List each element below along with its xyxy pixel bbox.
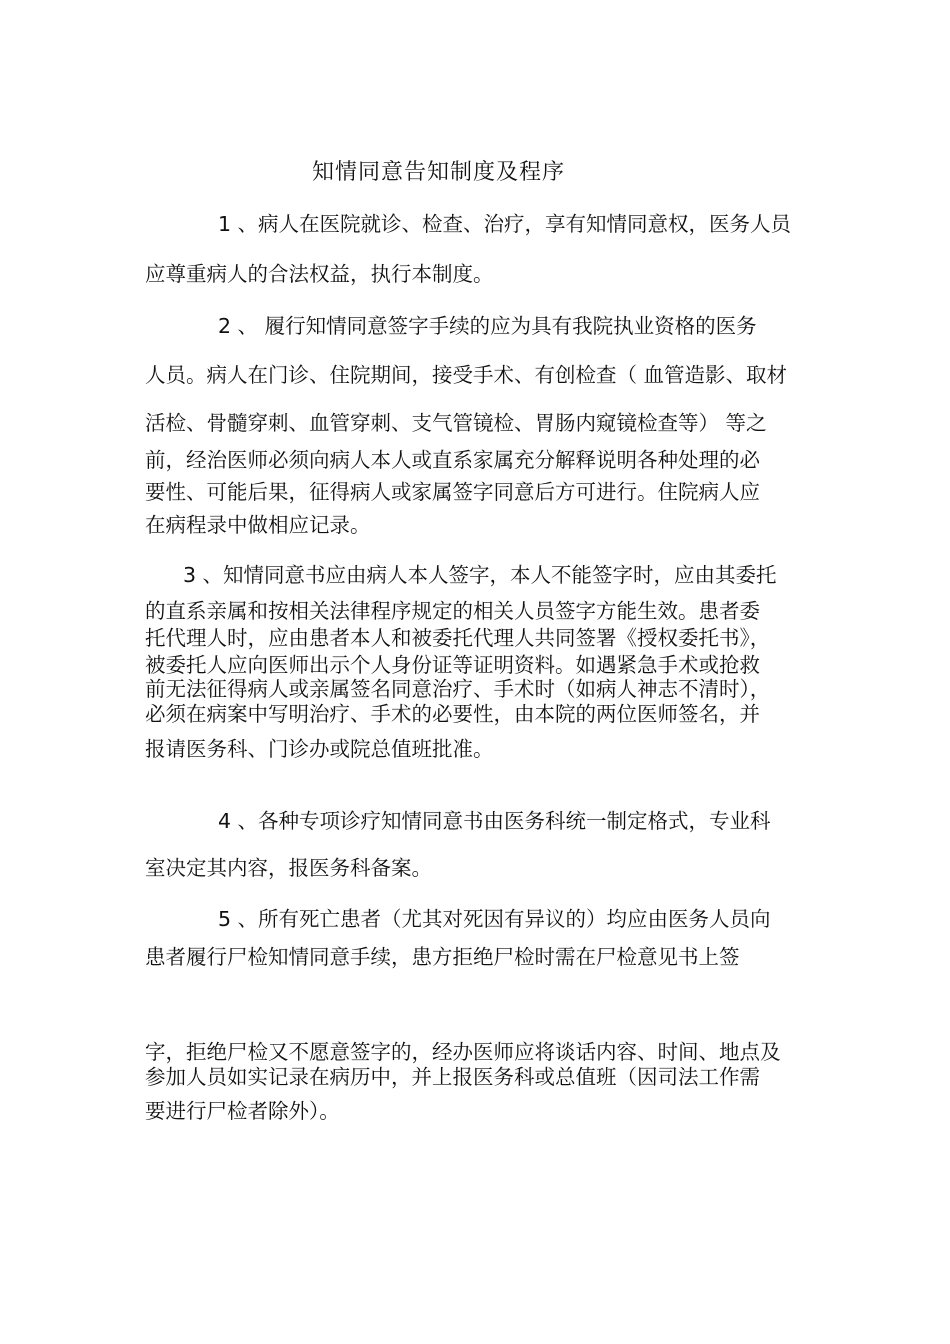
paragraph-4-line-1: 4 、各种专项诊疗知情同意书由医务科统一制定格式，专业科 (218, 809, 771, 833)
paragraph-5-line-2: 患者履行尸检知情同意手续，患方拒绝尸检时需在尸检意见书上签 (145, 945, 740, 969)
paragraph-5-line-3: 字，拒绝尸检又不愿意签字的，经办医师应将谈话内容、时间、地点及 (145, 1040, 781, 1064)
paragraph-3-line-4: 被委托人应向医师出示个人身份证等证明资料。如遇紧急手术或抢救 (145, 653, 760, 677)
paragraph-5-line-4: 参加人员如实记录在病历中，并上报医务科或总值班（因司法工作需 (145, 1065, 760, 1089)
paragraph-2-line-2: 人员。病人在门诊、住院期间，接受手术、有创检查（ 血管造影、取材 (145, 363, 788, 387)
paragraph-5-line-1: 5 、所有死亡患者（尤其对死因有异议的）均应由医务人员向 (218, 907, 771, 931)
paragraph-2-line-3: 活检、骨髓穿刺、血管穿刺、支气管镜检、胃肠内窥镜检查等） 等之 (145, 411, 767, 435)
paragraph-2-line-1: 2 、 履行知情同意签字手续的应为具有我院执业资格的医务 (218, 314, 757, 338)
paragraph-3-line-3: 托代理人时，应由患者本人和被委托代理人共同签署《授权委托书》， (145, 626, 771, 650)
paragraph-3-line-2: 的直系亲属和按相关法律程序规定的相关人员签字方能生效。患者委 (145, 599, 760, 623)
paragraph-2-line-6: 在病程录中做相应记录。 (145, 513, 371, 537)
paragraph-1-line-2: 应尊重病人的合法权益，执行本制度。 (145, 262, 494, 286)
paragraph-3-line-1: 3 、知情同意书应由病人本人签字，本人不能签字时，应由其委托 (183, 563, 777, 587)
paragraph-3-line-7: 报请医务科、门诊办或院总值班批准。 (145, 737, 494, 761)
paragraph-1-line-1: 1 、病人在医院就诊、检查、治疗，享有知情同意权，医务人员 (218, 212, 792, 236)
paragraph-4-line-2: 室决定其内容，报医务科备案。 (145, 856, 432, 880)
paragraph-3-line-5: 前无法征得病人或亲属签名同意治疗、手术时（如病人神志不清时）， (145, 677, 771, 701)
paragraph-3-line-6: 必须在病案中写明治疗、手术的必要性，由本院的两位医师签名，并 (145, 702, 760, 726)
paragraph-2-line-5: 要性、可能后果，征得病人或家属签字同意后方可进行。住院病人应 (145, 480, 760, 504)
paragraph-2-line-4: 前，经治医师必须向病人本人或直系家属充分解释说明各种处理的必 (145, 448, 760, 472)
paragraph-5-line-5: 要进行尸检者除外）。 (145, 1099, 340, 1123)
document-title: 知情同意告知制度及程序 (312, 160, 566, 185)
